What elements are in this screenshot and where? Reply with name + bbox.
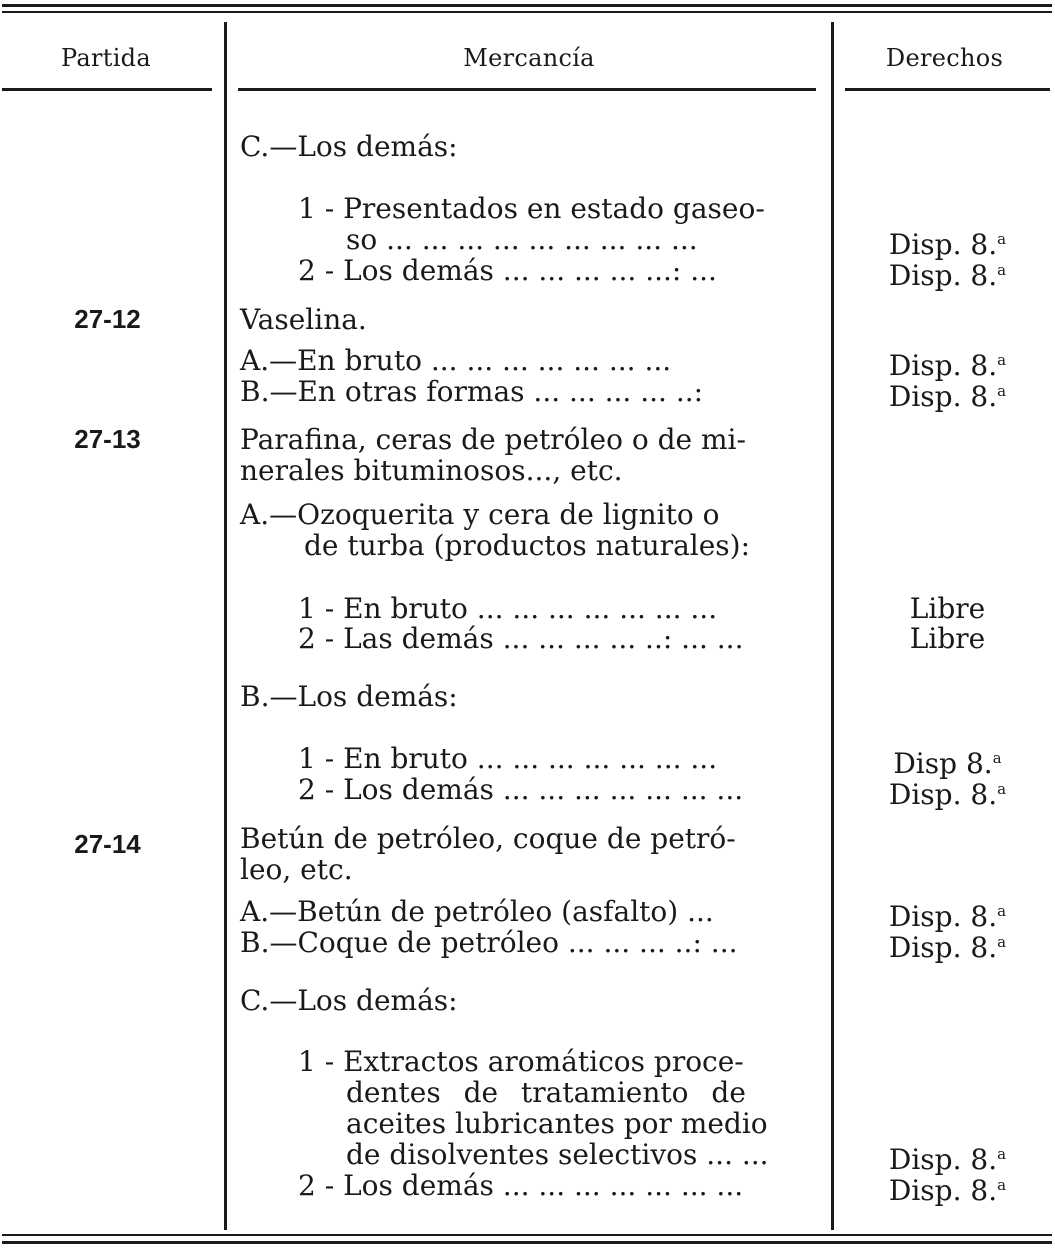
item-los-demas-1: 2 - Los demás ... ... ... ... ...: ... bbox=[298, 254, 717, 287]
item-b-los-demas: B.—Los demás: bbox=[240, 680, 458, 713]
derecho-asfalto: Disp. 8.$^a$ bbox=[888, 900, 1007, 933]
item-betun: Betún de petróleo, coque de petró- bbox=[240, 822, 736, 855]
item-gaseoso-cont: so ... ... ... ... ... ... ... ... ... bbox=[346, 223, 698, 256]
item-parafina: Parafina, ceras de petróleo o de mi- bbox=[240, 423, 746, 456]
derecho-gaseoso: Disp. 8.$^a$ bbox=[888, 228, 1007, 261]
item-coque: B.—Coque de petróleo ... ... ... ..: ... bbox=[240, 926, 738, 959]
derecho-las-demas: Libre bbox=[909, 622, 986, 655]
bottom-rule-thin bbox=[2, 1234, 1052, 1236]
item-en-bruto-1: A.—En bruto ... ... ... ... ... ... ... bbox=[240, 344, 672, 377]
item-vaselina: Vaselina. bbox=[240, 303, 367, 336]
column-divider-left bbox=[224, 22, 227, 1230]
header-derechos: Derechos bbox=[885, 44, 1004, 72]
partida-27-13: 27-13 bbox=[74, 424, 141, 454]
header-rule-partida bbox=[2, 88, 212, 91]
item-en-bruto-2: 1 - En bruto ... ... ... ... ... ... ... bbox=[298, 592, 718, 625]
item-los-demas-3: 2 - Los demás ... ... ... ... ... ... ... bbox=[298, 1169, 744, 1202]
item-otras-formas: B.—En otras formas ... ... ... ... ..: bbox=[240, 375, 704, 408]
header-partida: Partida bbox=[61, 44, 151, 72]
top-rule-thin bbox=[2, 11, 1052, 13]
derecho-coque: Disp. 8.$^a$ bbox=[888, 931, 1007, 964]
item-gaseoso: 1 - Presentados en estado gaseo- bbox=[298, 192, 765, 225]
item-ozoquerita-cont: de turba (productos naturales): bbox=[304, 529, 751, 562]
item-asfalto: A.—Betún de petróleo (asfalto) ... bbox=[240, 895, 714, 928]
item-extractos-cont-1: dentes de tratamiento de bbox=[346, 1076, 746, 1109]
item-c-los-demas-1: C.—Los demás: bbox=[240, 130, 458, 163]
item-los-demas-2: 2 - Los demás ... ... ... ... ... ... ... bbox=[298, 773, 744, 806]
item-c-los-demas-2: C.—Los demás: bbox=[240, 984, 458, 1017]
derecho-en-bruto-1: Disp. 8.$^a$ bbox=[888, 349, 1007, 382]
bottom-rule-thick bbox=[2, 1241, 1052, 1244]
derecho-los-demas-1: Disp. 8.$^a$ bbox=[888, 259, 1007, 292]
partida-27-14: 27-14 bbox=[74, 829, 141, 859]
item-betun-cont: leo, etc. bbox=[240, 853, 353, 886]
derecho-otras-formas: Disp. 8.$^a$ bbox=[888, 380, 1007, 413]
top-rule-thick bbox=[2, 4, 1052, 7]
derecho-extractos: Disp. 8.$^a$ bbox=[888, 1143, 1007, 1176]
item-extractos-cont-3: de disolventes selectivos ... ... bbox=[346, 1138, 769, 1171]
item-ozoquerita: A.—Ozoquerita y cera de lignito o bbox=[240, 498, 720, 531]
header-rule-derechos bbox=[845, 88, 1050, 91]
item-las-demas: 2 - Las demás ... ... ... ... ..: ... ... bbox=[298, 622, 744, 655]
item-en-bruto-3: 1 - En bruto ... ... ... ... ... ... ... bbox=[298, 742, 718, 775]
item-extractos: 1 - Extractos aromáticos proce- bbox=[298, 1045, 744, 1078]
header-rule-mercancia bbox=[238, 88, 816, 91]
derecho-en-bruto-2: Libre bbox=[909, 592, 986, 625]
derecho-los-demas-3: Disp. 8.$^a$ bbox=[888, 1174, 1007, 1207]
partida-27-12: 27-12 bbox=[74, 304, 141, 334]
column-divider-right bbox=[831, 22, 834, 1230]
derecho-en-bruto-3: Disp 8.$^a$ bbox=[893, 747, 1002, 780]
item-parafina-cont: nerales bituminosos..., etc. bbox=[240, 454, 623, 487]
header-mercancia: Mercancía bbox=[463, 44, 595, 72]
derecho-los-demas-2: Disp. 8.$^a$ bbox=[888, 778, 1007, 811]
item-extractos-cont-2: aceites lubricantes por medio bbox=[346, 1107, 768, 1140]
